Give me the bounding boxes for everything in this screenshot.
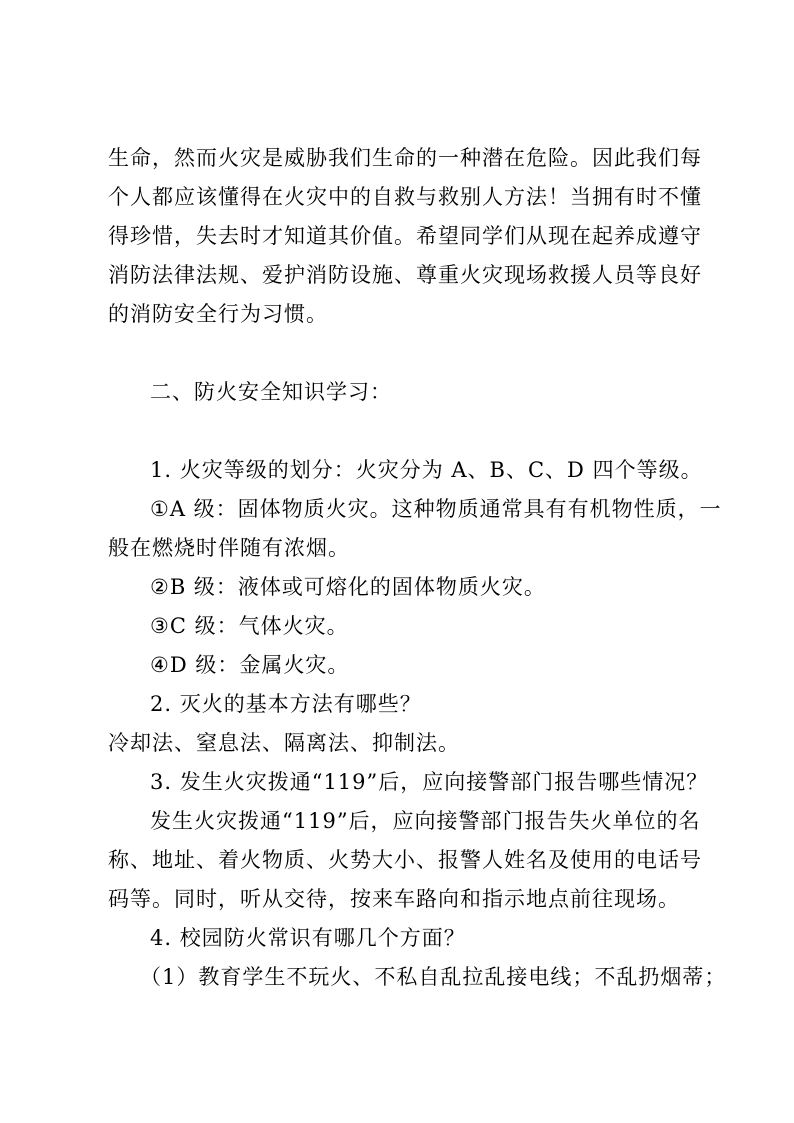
paragraph-line: 得珍惜，失去时才知道其价值。希望同学们从现在起养成遵守 <box>108 224 702 248</box>
paragraph-line: 般在燃烧时伴随有浓烟。 <box>108 536 350 560</box>
list-item: ②B 级：液体或可熔化的固体物质火灾。 <box>150 575 546 599</box>
paragraph-line: 的消防安全行为习惯。 <box>108 302 328 326</box>
list-item: ③C 级：气体火灾。 <box>150 614 349 638</box>
section-heading: 二、防火安全知识学习： <box>150 380 392 404</box>
paragraph-line: 个人都应该懂得在火灾中的自救与救别人方法！当拥有时不懂 <box>108 185 702 209</box>
question-heading: 3. 发生火灾拨通“119”后，应向接警部门报告哪些情况？ <box>150 770 709 794</box>
paragraph-line: 发生火灾拨通“119”后，应向接警部门报告失火单位的名 <box>150 809 701 833</box>
list-item: （1）教育学生不玩火、不私自乱拉乱接电线；不乱扔烟蒂； <box>140 965 727 989</box>
paragraph-line: 生命，然而火灾是威胁我们生命的一种潜在危险。因此我们每 <box>108 146 702 170</box>
question-heading: 1. 火灾等级的划分：火灾分为 A、B、C、D 四个等级。 <box>150 458 703 482</box>
paragraph-line: 冷却法、窒息法、隔离法、抑制法。 <box>108 731 460 755</box>
question-heading: 2. 灭火的基本方法有哪些？ <box>150 692 422 716</box>
paragraph-line: 称、地址、着火物质、火势大小、报警人姓名及使用的电话号 <box>108 848 702 872</box>
list-item: ①A 级：固体物质火灾。这种物质通常具有有机物性质，一 <box>150 497 722 521</box>
question-heading: 4. 校园防火常识有哪几个方面？ <box>150 926 466 950</box>
list-item: ④D 级：金属火灾。 <box>150 653 350 677</box>
paragraph-line: 消防法律法规、爱护消防设施、尊重火灾现场救援人员等良好 <box>108 263 702 287</box>
paragraph-line: 码等。同时，听从交待，按来车路向和指示地点前往现场。 <box>108 887 680 911</box>
